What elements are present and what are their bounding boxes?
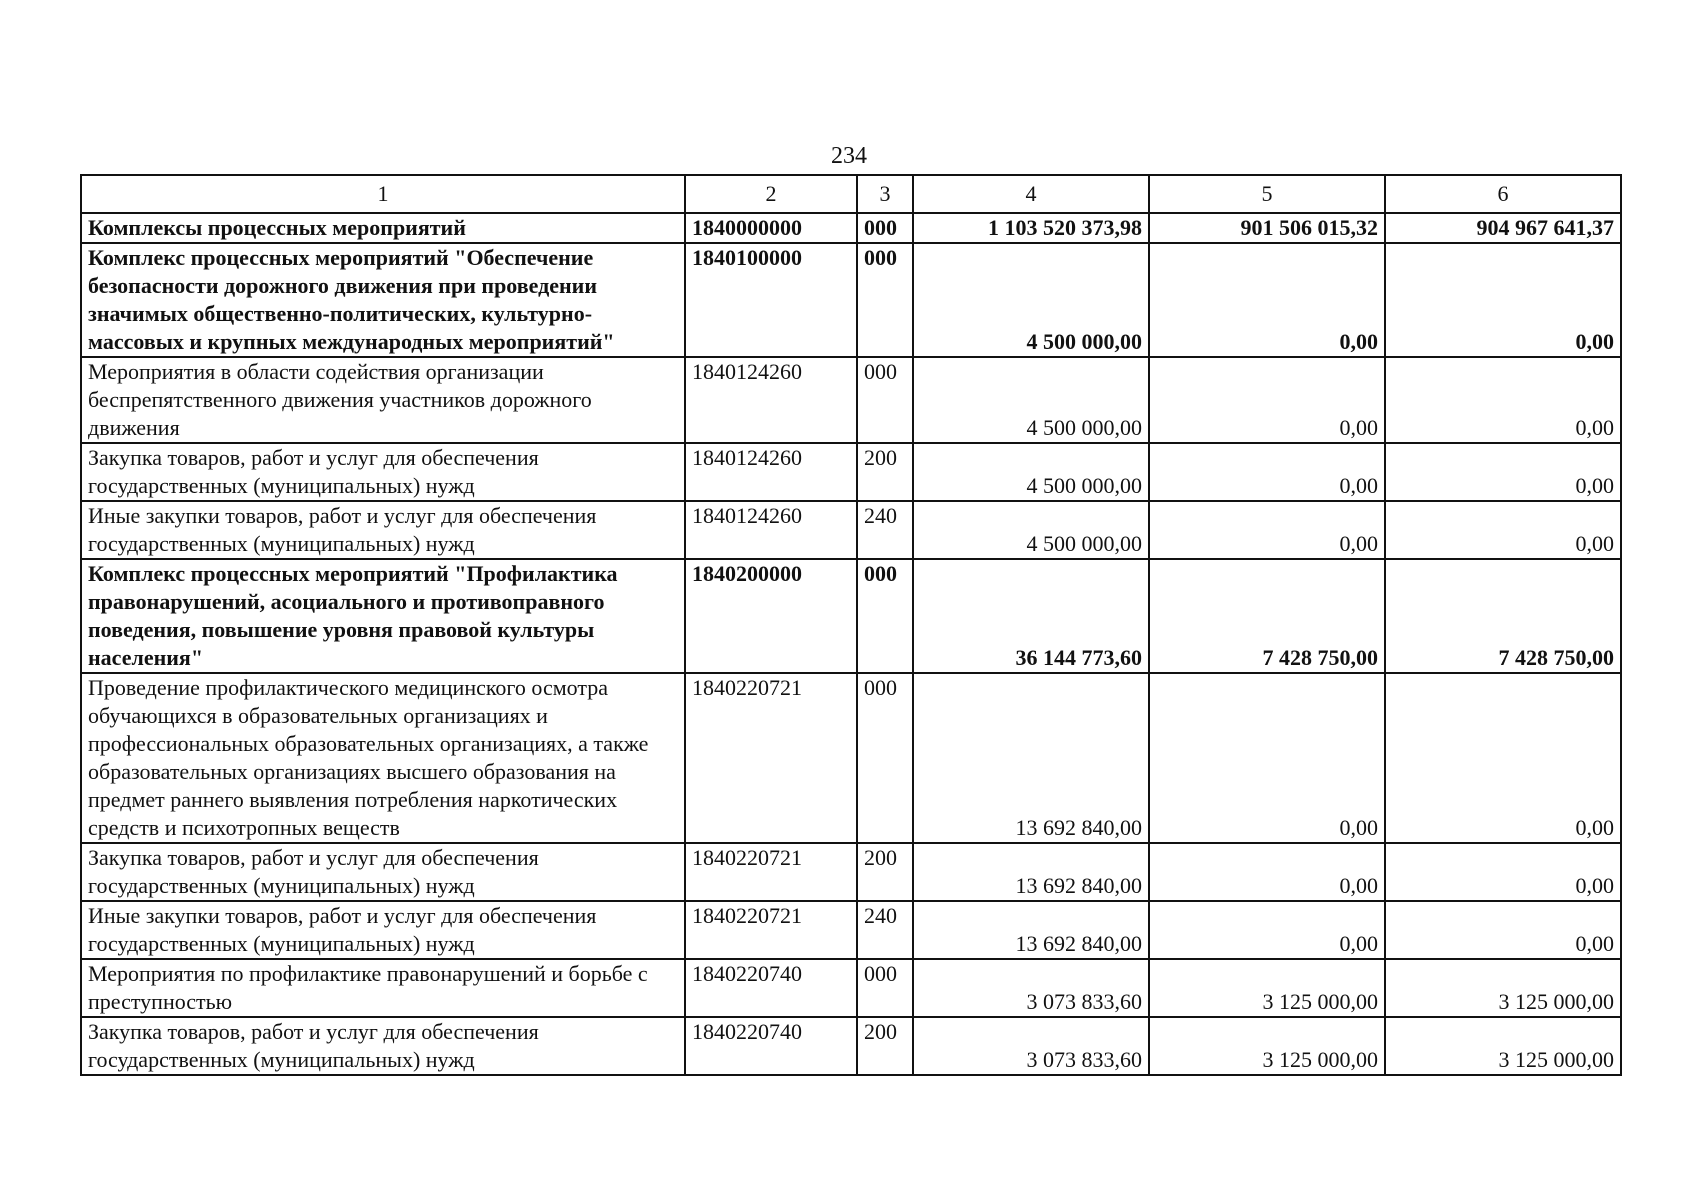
row-expense-type: 000: [857, 213, 913, 243]
column-header-3: 3: [857, 175, 913, 213]
row-expense-type: 200: [857, 443, 913, 501]
table-row: [81, 243, 1621, 357]
column-header-1: 1: [81, 175, 685, 213]
row-expense-type: 240: [857, 501, 913, 559]
column-number-row: [81, 175, 1621, 213]
table-row: [81, 443, 1621, 501]
row-target-code: 1840000000: [685, 213, 857, 243]
row-amount-col5: 3 125 000,00: [1149, 959, 1385, 1017]
row-name: Мероприятия по профилактике правонарушений и борьбе с преступностью: [81, 959, 685, 1017]
column-header-4: 4: [913, 175, 1149, 213]
row-name: Комплексы процессных мероприятий: [81, 213, 685, 243]
budget-table: [80, 174, 1622, 1076]
table-row: [81, 959, 1621, 1017]
row-amount-col5: 3 125 000,00: [1149, 1017, 1385, 1075]
row-name: Комплекс процессных мероприятий "Профилактика правонарушений, асоциального и противоправного поведения, повышение уровня правовой культуры населения": [81, 559, 685, 673]
row-name: Закупка товаров, работ и услуг для обеспечения государственных (муниципальных) нужд: [81, 843, 685, 901]
row-amount-col5: 0,00: [1149, 501, 1385, 559]
row-name: Иные закупки товаров, работ и услуг для обеспечения государственных (муниципальных) нужд: [81, 901, 685, 959]
row-amount-col5: 0,00: [1149, 843, 1385, 901]
row-amount-col4: 4 500 000,00: [913, 357, 1149, 443]
table-row: [81, 843, 1621, 901]
row-amount-col6: 0,00: [1385, 501, 1621, 559]
row-name: Проведение профилактического медицинского осмотра обучающихся в образовательных организациях и профессиональных образовательных организациях, а также образовательных организациях высшего образования на предмет раннего выявления потребления наркотических средств и психотропных веществ: [81, 673, 685, 843]
row-amount-col6: 0,00: [1385, 901, 1621, 959]
table-row: [81, 559, 1621, 673]
row-target-code: 1840100000: [685, 243, 857, 357]
column-header-2: 2: [685, 175, 857, 213]
row-name: Закупка товаров, работ и услуг для обеспечения государственных (муниципальных) нужд: [81, 443, 685, 501]
row-amount-col5: 0,00: [1149, 901, 1385, 959]
table-row: [81, 357, 1621, 443]
row-amount-col4: 13 692 840,00: [913, 843, 1149, 901]
row-amount-col4: 36 144 773,60: [913, 559, 1149, 673]
page-number: 234: [831, 143, 867, 169]
table-row: [81, 501, 1621, 559]
row-amount-col4: 3 073 833,60: [913, 959, 1149, 1017]
row-target-code: 1840124260: [685, 443, 857, 501]
row-amount-col5: 0,00: [1149, 443, 1385, 501]
row-amount-col4: 3 073 833,60: [913, 1017, 1149, 1075]
row-expense-type: 000: [857, 559, 913, 673]
row-target-code: 1840124260: [685, 501, 857, 559]
row-target-code: 1840220721: [685, 901, 857, 959]
row-amount-col5: 0,00: [1149, 673, 1385, 843]
row-amount-col5: 7 428 750,00: [1149, 559, 1385, 673]
row-amount-col6: 7 428 750,00: [1385, 559, 1621, 673]
row-target-code: 1840220721: [685, 843, 857, 901]
row-amount-col6: 0,00: [1385, 673, 1621, 843]
table-row: [81, 213, 1621, 243]
row-amount-col6: 0,00: [1385, 443, 1621, 501]
table-row: [81, 901, 1621, 959]
row-amount-col6: 3 125 000,00: [1385, 1017, 1621, 1075]
row-expense-type: 000: [857, 673, 913, 843]
row-amount-col4: 13 692 840,00: [913, 673, 1149, 843]
row-target-code: 1840124260: [685, 357, 857, 443]
row-target-code: 1840220740: [685, 1017, 857, 1075]
row-amount-col6: 0,00: [1385, 243, 1621, 357]
row-name: Закупка товаров, работ и услуг для обеспечения государственных (муниципальных) нужд: [81, 1017, 685, 1075]
row-amount-col6: 0,00: [1385, 843, 1621, 901]
row-amount-col6: 0,00: [1385, 357, 1621, 443]
column-header-5: 5: [1149, 175, 1385, 213]
row-amount-col6: 904 967 641,37: [1385, 213, 1621, 243]
row-amount-col6: 3 125 000,00: [1385, 959, 1621, 1017]
row-target-code: 1840200000: [685, 559, 857, 673]
row-amount-col5: 0,00: [1149, 357, 1385, 443]
row-expense-type: 000: [857, 243, 913, 357]
row-amount-col4: 4 500 000,00: [913, 443, 1149, 501]
row-amount-col5: 0,00: [1149, 243, 1385, 357]
row-name: Мероприятия в области содействия организации беспрепятственного движения участников дорожного движения: [81, 357, 685, 443]
row-amount-col5: 901 506 015,32: [1149, 213, 1385, 243]
row-expense-type: 240: [857, 901, 913, 959]
row-amount-col4: 4 500 000,00: [913, 243, 1149, 357]
row-amount-col4: 1 103 520 373,98: [913, 213, 1149, 243]
row-expense-type: 200: [857, 1017, 913, 1075]
row-expense-type: 200: [857, 843, 913, 901]
table-body: [81, 175, 1621, 1075]
table-row: [81, 1017, 1621, 1075]
row-expense-type: 000: [857, 959, 913, 1017]
row-amount-col4: 4 500 000,00: [913, 501, 1149, 559]
row-target-code: 1840220740: [685, 959, 857, 1017]
row-name: Иные закупки товаров, работ и услуг для обеспечения государственных (муниципальных) нужд: [81, 501, 685, 559]
column-header-6: 6: [1385, 175, 1621, 213]
row-amount-col4: 13 692 840,00: [913, 901, 1149, 959]
row-name: Комплекс процессных мероприятий "Обеспечение безопасности дорожного движения при проведении значимых общественно-политических, культурно-массовых и крупных международных мероприятий": [81, 243, 685, 357]
row-expense-type: 000: [857, 357, 913, 443]
table-row: [81, 673, 1621, 843]
row-target-code: 1840220721: [685, 673, 857, 843]
